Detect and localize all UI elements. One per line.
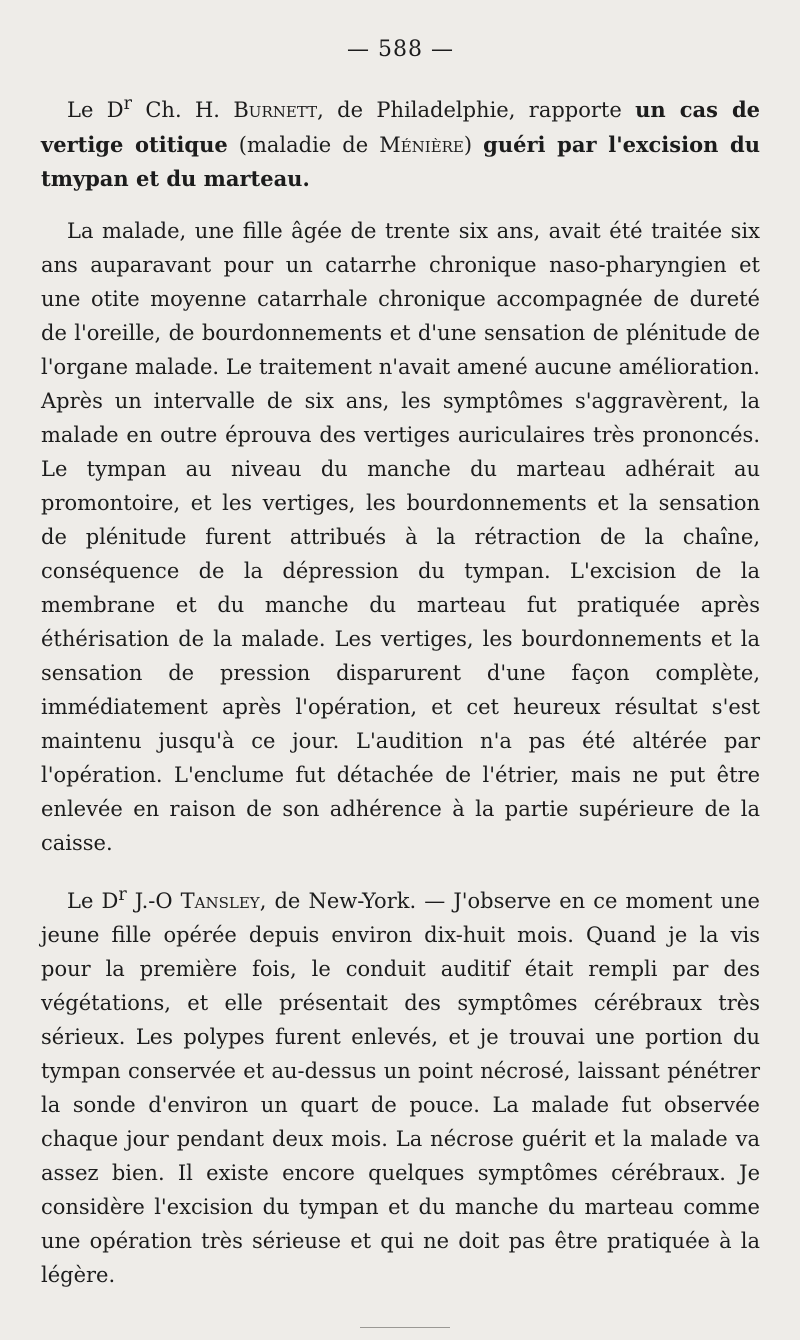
disease-name: Ménière <box>379 132 464 157</box>
author-name: Burnett <box>233 98 318 122</box>
doctor-prefix: Le D <box>67 98 124 122</box>
author-initials-2: J.-O <box>126 888 181 913</box>
doctor-superscript: r <box>123 94 132 114</box>
tansley-text: , de New-York. — J'observe en ce moment une jeune fille opérée depuis environ dix-huit mois. Quand je la vis pour la première fois, le conduit auditif était rempli par des végétations, et elle présentait des symptômes cérébraux très sérieux. Les polypes furent enlevés, et je trouvai une portion du tympan conservée et au-dessus un point nécrosé, laissant pénétrer la sonde d'environ un quart de pouce. La malade fut observée chaque jour pendant deux mois. La nécrose guérit et la malade va assez bien. Il existe encore quelques symptômes cérébraux. Je considère l'excision du tympan et du manche du marteau comme une opération très sérieuse et qui ne doit pas être pratiquée à la légère. <box>41 888 760 1287</box>
doctor-prefix-2: Le D <box>67 888 119 913</box>
intro-text: , de Philadelphie, rapporte <box>317 98 636 122</box>
page-number: — 588 — <box>347 37 454 62</box>
disease-close: ) <box>463 132 484 157</box>
paragraph-case-description: La malade, une fille âgée de trente six ans, avait été traitée six ans auparavant pour un catarrhe chronique naso-pharyngien et une otite moyenne catarrhale chronique accompagnée de dureté de l'oreille, de bourdonnements et d'une sensation de plénitude de l'organe malade. Le traitement n'avait amené aucune amélioration. Après un intervalle de six ans, les symptômes s'aggravèrent, la malade en outre éprouva des vertiges auriculaires très prononcés. Le tympan au niveau du manche du marteau adhérait au promontoire, et les vertiges, les bourdonnements et la sensation de plénitude furent attribués à la rétraction de la chaîne, conséquence de la dépression du tympan. L'excision de la membrane et du manche du marteau fut pratiquée après éthérisation de la malade. Les vertiges, les bourdonnements et la sensation de pression disparurent d'une façon complète, immédiatement après l'opération, et cet heureux résultat s'est maintenu jusqu'à ce jour. L'audition n'a pas été altérée par l'opération. L'enclume fut détachée de l'étrier, mais ne put être enlevée en raison de son adhérence à la partie supérieure de la caisse. <box>41 218 760 855</box>
paragraph-tansley <box>41 878 760 1292</box>
author-initials: Ch. H. <box>131 98 234 122</box>
case-title-part-2: guéri par l'excision du tmypan et du marteau. <box>41 131 760 191</box>
paragraph-burnett <box>41 88 760 197</box>
bottom-rule <box>360 1327 450 1328</box>
case-title-part-1: un cas de vertige otitique <box>41 97 760 157</box>
author-name-2: Tansley <box>180 888 260 913</box>
doctor-superscript-2: r <box>118 884 127 905</box>
disease-text: (maladie de <box>227 132 380 157</box>
